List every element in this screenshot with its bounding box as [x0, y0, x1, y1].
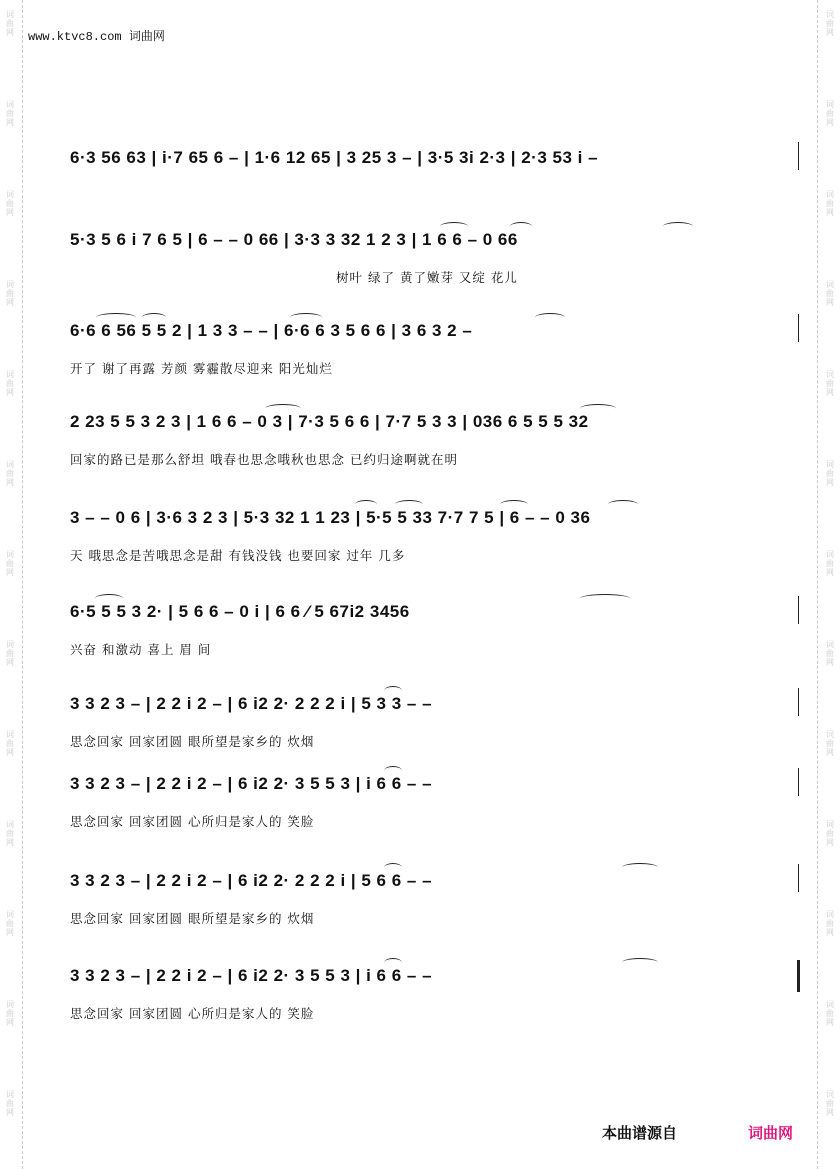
watermark-text: 词 曲 网: [6, 910, 14, 937]
tie-mark: [440, 222, 468, 231]
barline: [798, 864, 799, 892]
tie-mark: [535, 313, 565, 322]
watermark-text: 词 曲 网: [6, 640, 14, 667]
watermark-text: 词 曲 网: [826, 280, 834, 307]
lyrics: 天 哦思念是苦哦思念是甜 有钱没钱 也要回家 过年 几多: [70, 548, 406, 563]
watermark-text: 词 曲 网: [826, 370, 834, 397]
watermark-text: 词 曲 网: [826, 640, 834, 667]
brand-logo[interactable]: 词曲网: [748, 1124, 794, 1142]
barline: [798, 596, 799, 624]
site-url: www.ktvc8.com 词曲网: [28, 30, 165, 44]
tie-mark: [384, 686, 402, 695]
watermark-text: 词 曲 网: [826, 460, 834, 487]
watermark-text: 词 曲 网: [6, 100, 14, 127]
watermark-text: 词 曲 网: [826, 190, 834, 217]
notation: 2 23 5 5 3 2 3 | 1 6 6 – 0 3 | 7·3 5 6 6 | 7·7 5 3 3 | 036 6 5 5 5 32: [70, 412, 589, 431]
tie-mark: [500, 500, 528, 509]
watermark-text: 词 曲 网: [826, 1000, 834, 1027]
barline: [798, 768, 799, 796]
watermark-text: 词 曲 网: [826, 550, 834, 577]
notation: 5·3 5 6 i 7 6 5 | 6 – – 0 66 | 3·3 3 32 1 2 3 | 1 6 6 – 0 66: [70, 230, 518, 249]
notation: 6·6 6 56 5 5 2 | 1 3 3 – – | 6·6 6 3 5 6 6 | 3 6 3 2 –: [70, 321, 473, 340]
notation: 3 – – 0 6 | 3·6 3 2 3 | 5·3 32 1 1 23 | 5·5 5 33 7·7 7 5 | 6 – – 0 36: [70, 508, 591, 527]
watermark-text: 词 曲 网: [6, 1090, 14, 1117]
watermark-text: 词 曲 网: [826, 820, 834, 847]
barline: [798, 314, 799, 342]
tie-mark: [265, 404, 301, 413]
watermark-text: 词 曲 网: [826, 10, 834, 37]
lyrics: 思念回家 回家团圆 心所归是家人的 笑脸: [70, 1006, 315, 1021]
lyrics: 开了 谢了再露 芳颜 雾霾散尽迎来 阳光灿烂: [70, 361, 333, 376]
notation: 6·3 56 63 | i·7 65 6 – | 1·6 12 65 | 3 25 3 – | 3·5 3i 2·3 | 2·3 53 i –: [70, 148, 599, 167]
tie-mark: [622, 863, 658, 872]
lyrics: 思念回家 回家团圆 心所归是家人的 笑脸: [70, 814, 315, 829]
watermark-text: 词 曲 网: [6, 460, 14, 487]
tie-mark: [395, 500, 423, 509]
watermark-text: 词 曲 网: [6, 1000, 14, 1027]
tie-mark: [142, 313, 166, 322]
source-label: 本曲谱源自: [602, 1124, 678, 1142]
notation: 6·5 5 5 3 2· | 5 6 6 – 0 i | 6 6 ⁄ 5 67i2 3456: [70, 602, 410, 621]
tie-mark: [580, 594, 630, 603]
tie-mark: [95, 594, 123, 603]
watermark-text: 词 曲 网: [6, 370, 14, 397]
barline: [798, 688, 799, 716]
watermark-text: 词 曲 网: [826, 910, 834, 937]
tie-mark: [384, 863, 402, 872]
lyrics: 回家的路已是那么舒坦 哦春也思念哦秋也思念 已约归途啊就在明: [70, 452, 458, 467]
notation: 3 3 2 3 – | 2 2 i 2 – | 6 i2 2· 3 5 5 3 | i 6 6 – –: [70, 774, 433, 793]
left-watermark-strip: [0, 0, 23, 1169]
tie-mark: [663, 222, 693, 231]
watermark-text: 词 曲 网: [6, 190, 14, 217]
tie-mark: [384, 958, 402, 967]
lyrics: 思念回家 回家团圆 眼所望是家乡的 炊烟: [70, 734, 315, 749]
watermark-text: 词 曲 网: [6, 280, 14, 307]
lyrics: 树叶 绿了 黄了嫩芽 又绽 花儿: [336, 270, 518, 285]
watermark-text: 词 曲 网: [826, 100, 834, 127]
right-watermark-strip: [817, 0, 840, 1169]
watermark-text: 词 曲 网: [826, 730, 834, 757]
watermark-text: 词 曲 网: [6, 820, 14, 847]
notation: 3 3 2 3 – | 2 2 i 2 – | 6 i2 2· 2 2 2 i | 5 3 3 – –: [70, 694, 433, 713]
notation: 3 3 2 3 – | 2 2 i 2 – | 6 i2 2· 2 2 2 i | 5 6 6 – –: [70, 871, 433, 890]
notation: 3 3 2 3 – | 2 2 i 2 – | 6 i2 2· 3 5 5 3 | i 6 6 – –: [70, 966, 433, 985]
tie-mark: [510, 222, 532, 231]
tie-mark: [355, 500, 377, 509]
watermark-text: 词 曲 网: [6, 550, 14, 577]
lyrics: 兴奋 和激动 喜上 眉 间: [70, 642, 212, 657]
watermark-text: 词 曲 网: [6, 730, 14, 757]
tie-mark: [384, 766, 402, 775]
barline: [798, 142, 799, 170]
watermark-text: 词 曲 网: [826, 1090, 834, 1117]
tie-mark: [608, 500, 638, 509]
tie-mark: [580, 404, 616, 413]
watermark-text: 词 曲 网: [6, 10, 14, 37]
tie-mark: [96, 313, 136, 322]
final-barline: [797, 960, 800, 992]
tie-mark: [290, 313, 322, 322]
tie-mark: [622, 958, 658, 967]
lyrics: 思念回家 回家团圆 眼所望是家乡的 炊烟: [70, 911, 315, 926]
